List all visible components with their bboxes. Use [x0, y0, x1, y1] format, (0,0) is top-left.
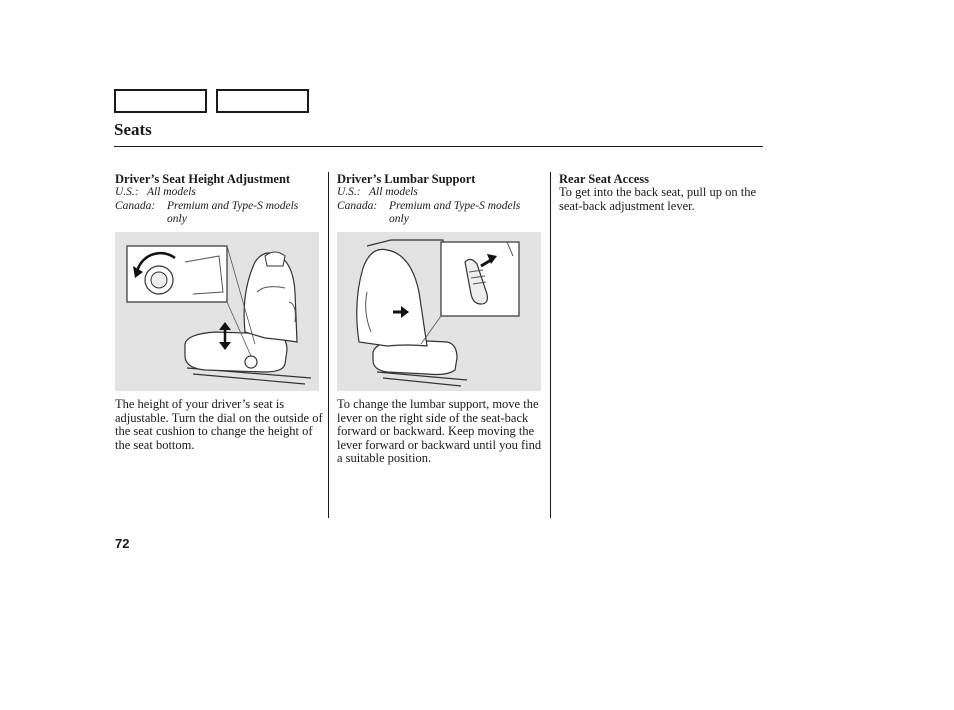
- section-rear-seat-access: [559, 172, 764, 213]
- section-heading: Driver’s Seat Height Adjustment: [115, 172, 291, 186]
- paragraph-lumbar-support: [337, 398, 547, 466]
- seat-height-illustration: [115, 232, 319, 391]
- availability-note: [115, 186, 320, 227]
- availability-label: Canada:: [337, 199, 378, 212]
- page-number: 72: [115, 536, 130, 551]
- availability-value: Premium and Type-S models only: [389, 199, 521, 225]
- section-heading: Rear Seat Access: [559, 172, 650, 186]
- column-divider: [328, 172, 329, 518]
- availability-label: Canada:: [115, 199, 156, 212]
- availability-value: All models: [147, 186, 196, 198]
- lumbar-support-illustration: [337, 232, 541, 391]
- lumbar-lever-icon: [337, 232, 541, 391]
- seat-height-dial-icon: [115, 232, 319, 391]
- availability-value: All models: [369, 186, 418, 198]
- section-heading: Driver’s Lumbar Support: [337, 172, 476, 186]
- availability-note: [337, 186, 542, 227]
- nav-button-index[interactable]: [216, 89, 309, 113]
- body-text: To get into the back seat, pull up on the seat-back adjustment lever.: [559, 185, 756, 213]
- nav-button-main-menu[interactable]: [114, 89, 207, 113]
- page-title: Seats: [114, 120, 152, 139]
- body-text: The height of your driver’s seat is adjustable. Turn the dial on the outside of the seat cushion to change the height of the seat bottom.: [115, 397, 323, 452]
- section-seat-height: [115, 172, 320, 227]
- title-divider: [114, 146, 763, 147]
- column-divider: [550, 172, 551, 518]
- availability-label: U.S.:: [115, 186, 139, 198]
- body-text: To change the lumbar support, move the lever on the right side of the seat-back forward or backward. Keep moving the lever forward or backward until you find a suitable position.: [337, 397, 542, 465]
- availability-label: U.S.:: [337, 186, 361, 198]
- availability-value: Premium and Type-S models only: [167, 199, 299, 225]
- paragraph-seat-height: [115, 398, 325, 452]
- section-lumbar-support: [337, 172, 542, 227]
